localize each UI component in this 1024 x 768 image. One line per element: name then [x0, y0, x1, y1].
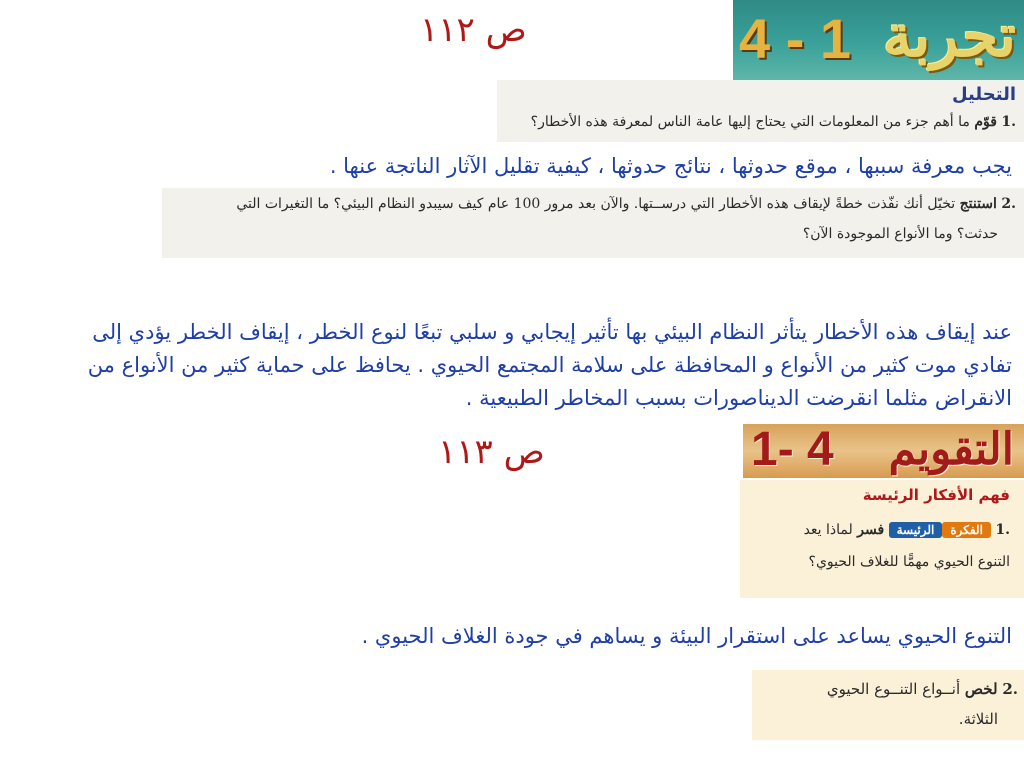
assessment-banner-number: 1- 4 [751, 424, 834, 476]
assessment-question-2-line-2: الثلاثة. [958, 710, 998, 728]
assessment-banner-word: التقويم [888, 424, 1014, 475]
main-idea-pill-main: الرئيسة [889, 522, 943, 538]
assessment-question-1-line-2: التنوع الحيوي مهمًّا للغلاف الحيوي؟ [808, 554, 1010, 570]
main-ideas-heading: فهم الأفكار الرئيسة [862, 486, 1010, 504]
analysis-box [497, 80, 1024, 142]
question-2-text-line-1: تخيّل أنك نفّذت خطةً لإيقاف هذه الأخطار التي درســتها. والآن بعد مرور 100 عام كيف سيبدو النظام البيئي؟ ما التغيرات التي [236, 196, 956, 212]
question-1-number: .1 [1001, 114, 1016, 130]
assessment-question-2-keyword: لخص [964, 680, 998, 698]
experiment-banner-number: 4 - 1 [739, 7, 852, 70]
experiment-banner-word: تجربة [883, 2, 1016, 70]
page-label-113: ص ١١٣ [438, 432, 545, 472]
assessment-banner [743, 424, 1024, 478]
question-2-number: .2 [1001, 196, 1016, 212]
main-ideas-box [740, 480, 1024, 598]
question-2-keyword: استنتج [959, 196, 997, 212]
assessment-question-2-number: .2 [1002, 680, 1018, 698]
assessment-question-1-answer: التنوع الحيوي يساعد على استقرار البيئة و يساهم في جودة الغلاف الحيوي . [361, 624, 1012, 648]
question-1-answer: يجب معرفة سببها ، موقع حدوثها ، نتائج حدوثها ، كيفية تقليل الآثار الناتجة عنها . [329, 154, 1012, 178]
assessment-question-1-line-1 [804, 522, 1010, 538]
assessment-question-2-text-line-1: أنــواع التنــوع الحيوي [826, 680, 961, 698]
assessment-question-1-keyword: فسر [857, 522, 885, 538]
question-2-answer-line-2: تفادي موت كثير من الأنواع و المحافظة على سلامة المجتمع الحيوي . يحافظ على حماية كثير من الأنواع من [87, 353, 1012, 377]
question-2-line-1 [236, 196, 1016, 212]
assessment-question-2-box [752, 670, 1024, 740]
page-label-112: ص ١١٢ [420, 10, 527, 50]
assessment-question-1-text-line-1: لماذا يعد [803, 522, 853, 538]
question-1 [531, 114, 1016, 130]
analysis-heading: التحليل [951, 84, 1016, 105]
question-2-box [162, 188, 1024, 258]
question-2-answer [12, 316, 1012, 415]
question-2-line-2: حدثت؟ وما الأنواع الموجودة الآن؟ [802, 226, 998, 242]
main-idea-pill-idea: الفكرة [942, 522, 991, 538]
assessment-question-1-number: .1 [995, 522, 1010, 538]
experiment-banner [733, 0, 1024, 80]
question-2-answer-line-1: عند إيقاف هذه الأخطار يتأثر النظام البيئي بها تأثير إيجابي و سلبي تبعًا لنوع الخطر ، إيقاف الخطر يؤدي إلى [92, 320, 1012, 344]
question-1-keyword: قوّم [974, 114, 997, 130]
question-1-text: ما أهم جزء من المعلومات التي يحتاج إليها عامة الناس لمعرفة هذه الأخطار؟ [530, 114, 970, 130]
assessment-question-2-line-1 [827, 680, 1018, 698]
question-2-answer-line-3: الانقراض مثلما انقرضت الديناصورات بسبب المخاطر الطبيعية . [465, 386, 1012, 410]
